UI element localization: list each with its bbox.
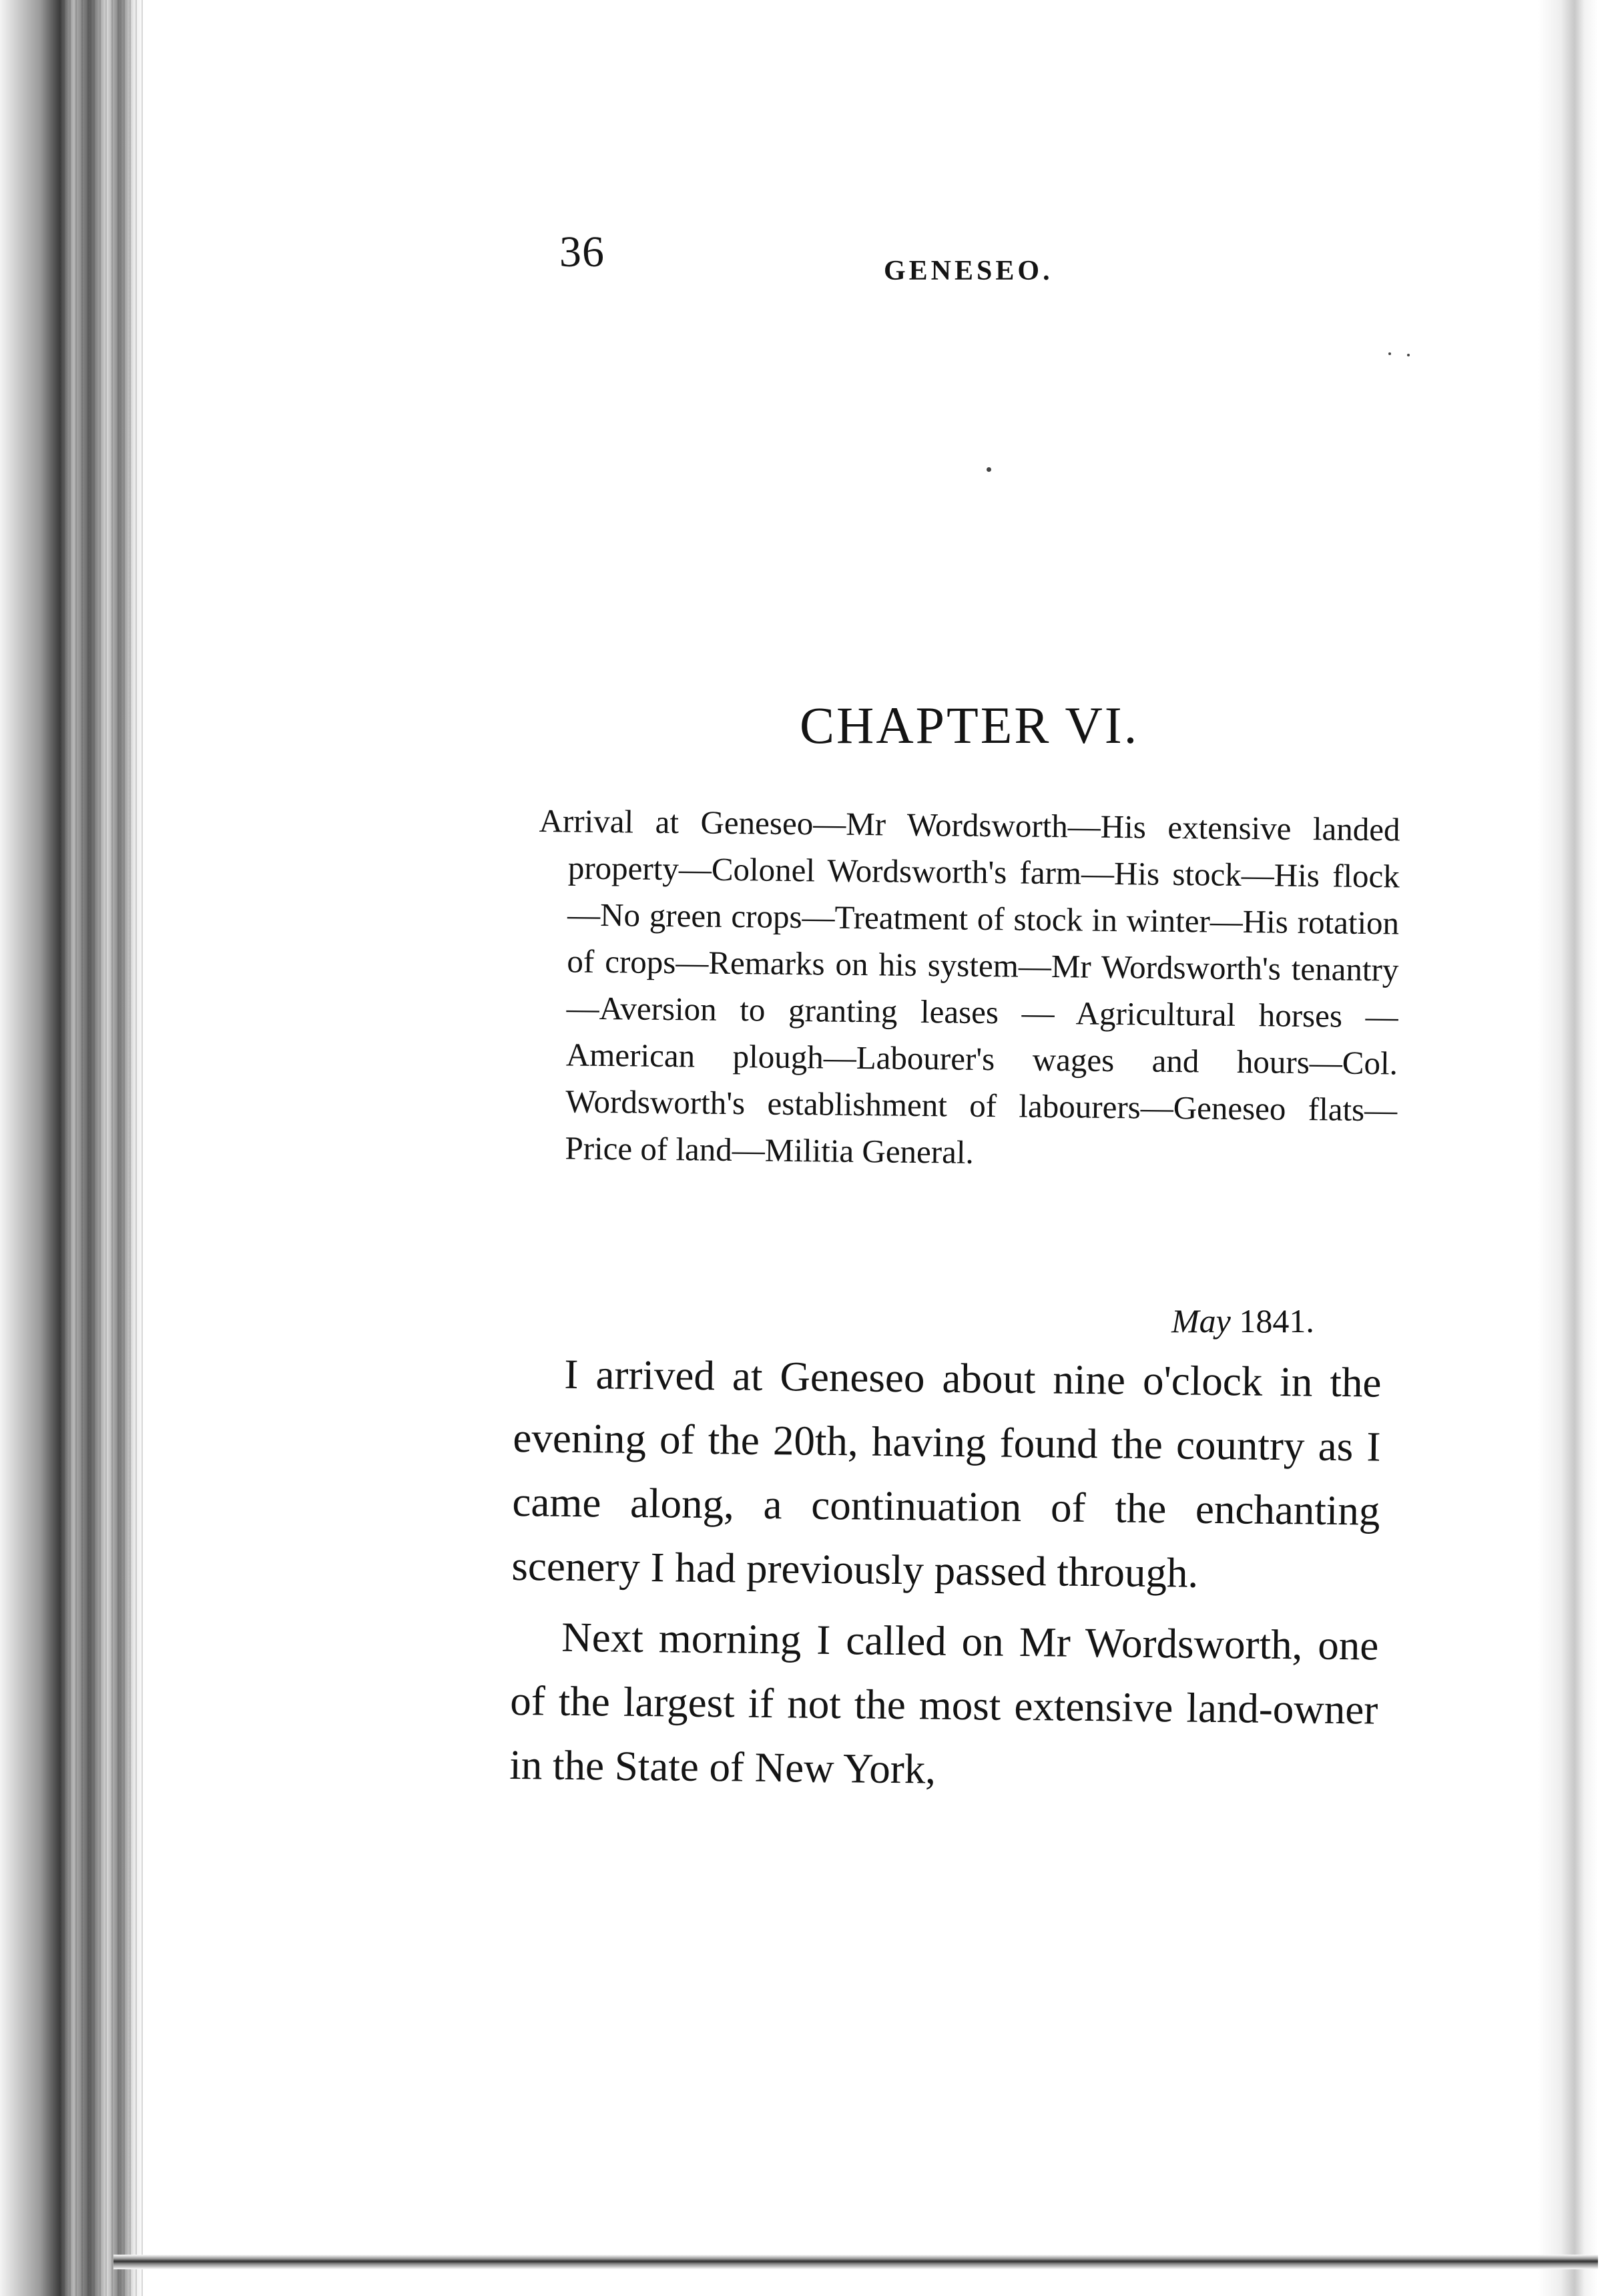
page-number: 36 xyxy=(559,228,605,276)
scan-speck xyxy=(1388,352,1391,355)
binding-page-edges xyxy=(63,0,144,2296)
paragraph: Next morning I called on Mr Wordsworth, one of the largest if not the most extensive land-owner in the State of New York, xyxy=(509,1613,1379,1793)
dateline-month: May xyxy=(1171,1302,1231,1340)
dateline xyxy=(1171,1302,1314,1340)
scan-speck xyxy=(987,467,991,472)
chapter-title: CHAPTER VI. xyxy=(800,696,1139,754)
running-title: GENESEO. xyxy=(884,256,1053,286)
dateline-year: 1841. xyxy=(1239,1302,1314,1340)
body-text xyxy=(509,1342,1382,1806)
scan-speck xyxy=(1407,354,1410,356)
right-page-edge xyxy=(1538,0,1598,2296)
paragraph: I arrived at Geneseo about nine o'clock in the evening of the 20th, having found the country as I came along, a continuation of the enchanting scenery I had previously passed through. xyxy=(511,1350,1382,1597)
chapter-synopsis: Arrival at Geneseo—Mr Wordsworth—His extensive landed property—Colonel Wordsworth's farm—His stock—His flock—No green crops—Treatment of stock in winter—His rotation of crops—Remarks on his system—Mr Wordsworth's tenantry—Aversion to granting leases — Agricultural horses — American plough—Labourer's wages and hours—Col. Wordsworth's establishment of labourers—Geneseo flats—Price of land—Militia General. xyxy=(539,802,1400,1171)
bottom-page-edge xyxy=(113,2255,1598,2269)
